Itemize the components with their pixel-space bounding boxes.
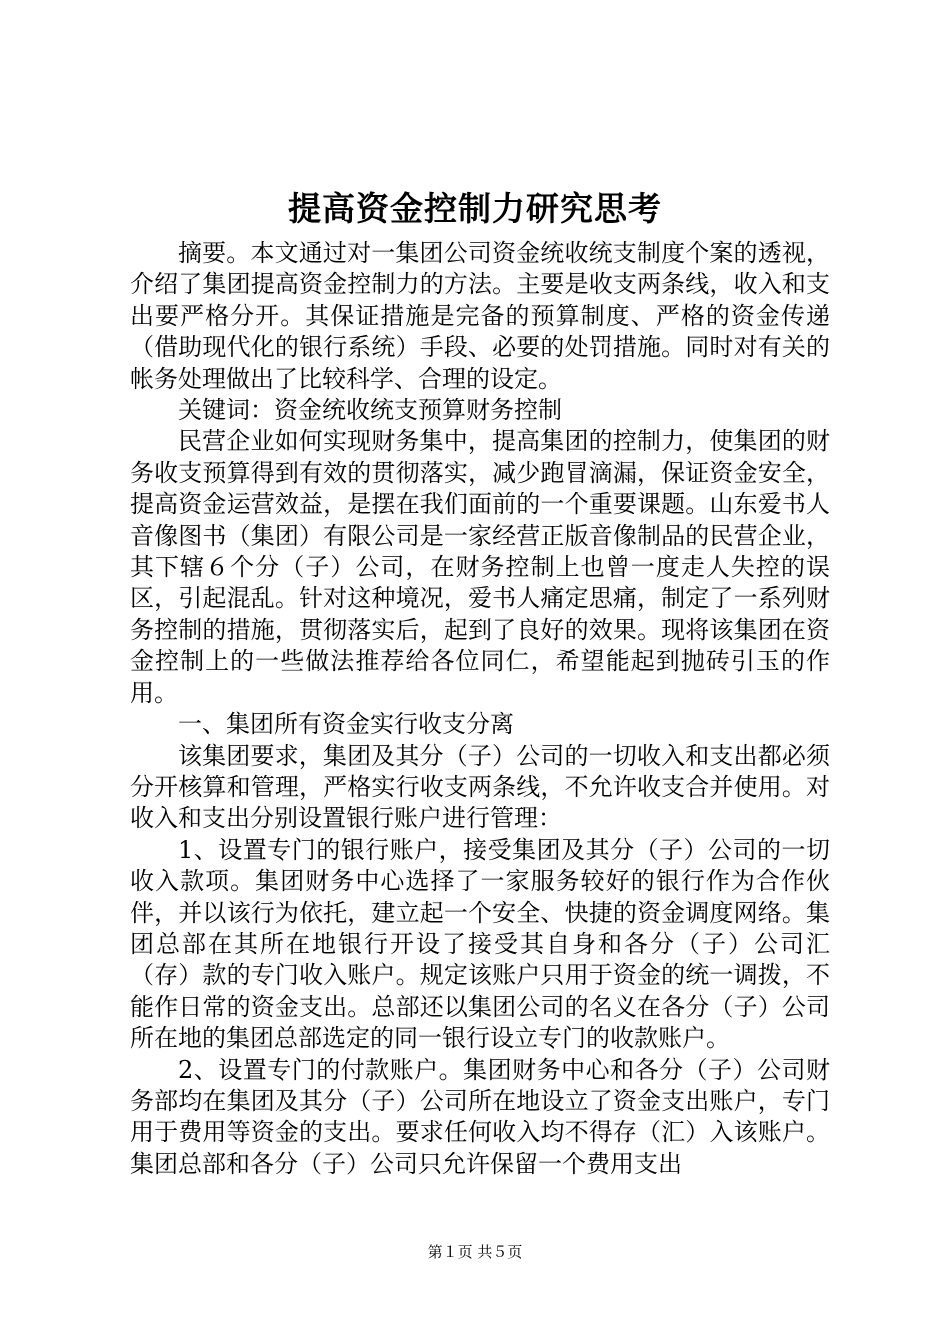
list-item-paragraph: 2、设置专门的付款账户。集团财务中心和各分（子）公司财务部均在集团及其分（子）公司所在地设立了资金支出账户，专门用于费用等资金的支出。要求任何收入均不得存（汇）入该账户。集团总部和各分（子）公司只允许保留一个费用支出 — [130, 1055, 830, 1178]
keywords-paragraph: 关键词：资金统收统支预算财务控制 — [178, 396, 562, 425]
document-title: 提高资金控制力研究思考 — [288, 189, 662, 228]
body-paragraph: 该集团要求，集团及其分（子）公司的一切收入和支出都必须分开核算和管理，严格实行收支两条线，不允许收支合并使用。对收入和支出分别设置银行账户进行管理： — [130, 741, 830, 833]
intro-paragraph: 民营企业如何实现财务集中，提高集团的控制力，使集团的财务收支预算得到有效的贯彻落实，减少跑冒滴漏，保证资金安全，提高资金运营效益，是摆在我们面前的一个重要课题。山东爱书人音像图书（集团）有限公司是一家经营正版音像制品的民营企业，其下辖６个分（子）公司，在财务控制上也曾一度走人失控的误区，引起混乱。针对这种境况，爱书人痛定思痛，制定了一系列财务控制的措施，贯彻落实后，起到了良好的效果。现将该集团在资金控制上的一些做法推荐给各位同仁，希望能起到抛砖引玉的作用。 — [130, 427, 830, 707]
document-body — [130, 238, 830, 1180]
section-heading: 一、集团所有资金实行收支分离 — [178, 710, 514, 739]
abstract-paragraph: 摘要。本文通过对一集团公司资金统收统支制度个案的透视，介绍了集团提高资金控制力的方法。主要是收支两条线，收入和支出要严格分开。其保证措施是完备的预算制度、严格的资金传递（借助现代化的银行系统）手段、必要的处罚措施。同时对有关的帐务处理做出了比较科学、合理的设定。 — [130, 239, 830, 393]
list-item-paragraph: 1、设置专门的银行账户，接受集团及其分（子）公司的一切收入款项。集团财务中心选择了一家服务较好的银行作为合作伙伴，并以该行为依托，建立起一个安全、快捷的资金调度网络。集团总部在其所在地银行开设了接受其自身和各分（子）公司汇（存）款的专门收入账户。规定该账户只用于资金的统一调拨，不能作日常的资金支出。总部还以集团公司的名义在各分（子）公司所在地的集团总部选定的同一银行设立专门的收款账户。 — [130, 835, 830, 1053]
page-footer: 第１页 共５页 — [427, 1243, 523, 1261]
